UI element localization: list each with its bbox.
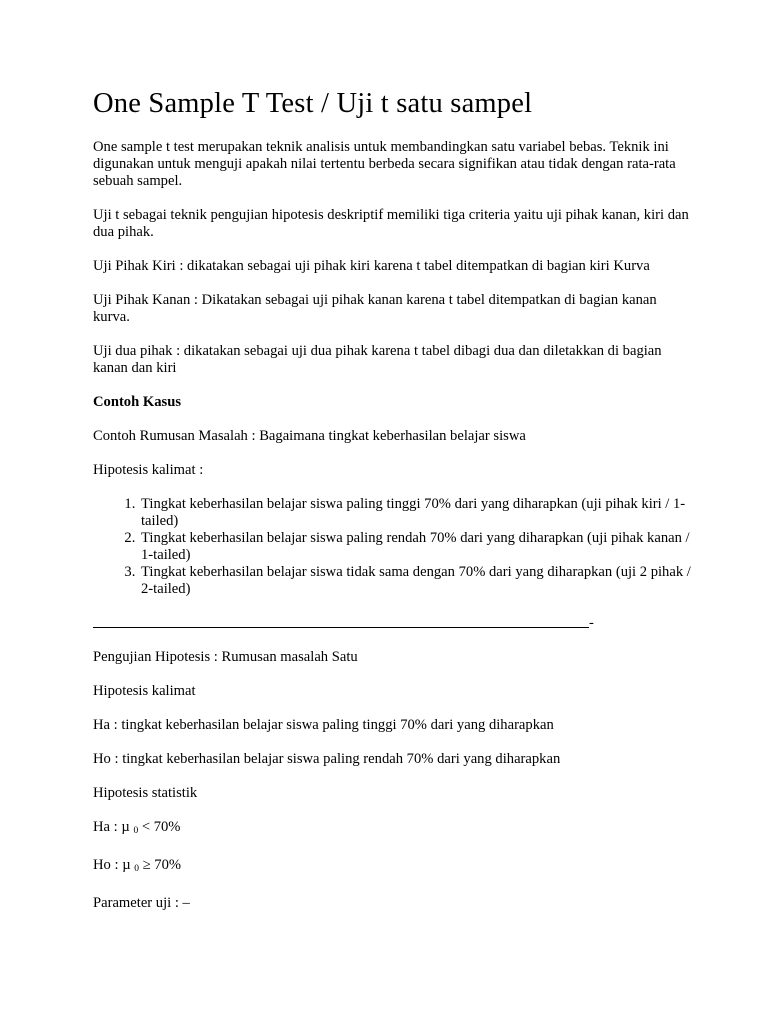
testing-heading: Pengujian Hipotesis : Rumusan masalah Satu	[93, 649, 358, 665]
left-tail-paragraph: Uji Pihak Kiri : dikatakan sebagai uji pihak kiri karena t tabel ditempatkan di bagian kiri Kurva	[93, 258, 650, 274]
list-item: 3. Tingkat keberhasilan belajar siswa tidak sama dengan 70% dari yang diharapkan (uji 2 pihak / 2-tailed)	[139, 564, 693, 598]
separator-rule	[93, 627, 589, 628]
test-parameter: Parameter uji : –	[93, 895, 190, 911]
ha-stat-subscript: 0	[133, 826, 139, 836]
two-tail-paragraph: Uji dua pihak : dikatakan sebagai uji dua pihak karena t tabel dibagi dua dan diletakkan di bagian kanan dan kiri	[93, 343, 662, 376]
ha-statistic	[93, 819, 693, 840]
list-item: 2. Tingkat keberhasilan belajar siswa paling rendah 70% dari yang diharapkan (uji pihak kanan / 1-tailed)	[139, 530, 693, 564]
ho-stat-prefix: Ho : µ	[93, 857, 135, 873]
document-page	[93, 86, 693, 912]
ho-sentence: Ho : tingkat keberhasilan belajar siswa paling rendah 70% dari yang diharapkan	[93, 751, 561, 767]
ho-statistic	[93, 857, 693, 878]
sentence-hypothesis-label: Hipotesis kalimat :	[93, 462, 204, 478]
ho-stat-suffix: ≥ 70%	[139, 857, 182, 873]
page-title: One Sample T Test / Uji t satu sampel	[93, 88, 533, 119]
ha-sentence: Ha : tingkat keberhasilan belajar siswa paling tinggi 70% dari yang diharapkan	[93, 717, 554, 733]
sentence-hypothesis-heading: Hipotesis kalimat	[93, 683, 196, 699]
right-tail-paragraph: Uji Pihak Kanan : Dikatakan sebagai uji pihak kanan karena t tabel ditempatkan di bagian kanan kurva.	[93, 292, 657, 325]
intro-paragraph: One sample t test merupakan teknik analisis untuk membandingkan satu variabel bebas. Teknik ini digunakan untuk menguji apakah nilai tertentu berbeda secara signifikan atau tidak dengan rata-rata sebuah sampel.	[93, 139, 676, 189]
ho-stat-subscript: 0	[134, 864, 139, 874]
hypotheses-list	[93, 496, 693, 598]
separator-line	[93, 615, 693, 632]
problem-statement: Contoh Rumusan Masalah : Bagaimana tingkat keberhasilan belajar siswa	[93, 428, 526, 444]
ha-stat-suffix: < 70%	[138, 819, 181, 835]
ha-stat-prefix: Ha : µ	[93, 819, 134, 835]
separator-end: -	[589, 615, 594, 631]
statistical-hypothesis-heading: Hipotesis statistik	[93, 785, 198, 801]
case-heading: Contoh Kasus	[93, 394, 181, 410]
list-item: 1. Tingkat keberhasilan belajar siswa paling tinggi 70% dari yang diharapkan (uji pihak kiri / 1-tailed)	[139, 496, 693, 530]
hypothesis-intro-paragraph: Uji t sebagai teknik pengujian hipotesis deskriptif memiliki tiga criteria yaitu uji pihak kanan, kiri dan dua pihak.	[93, 207, 689, 240]
